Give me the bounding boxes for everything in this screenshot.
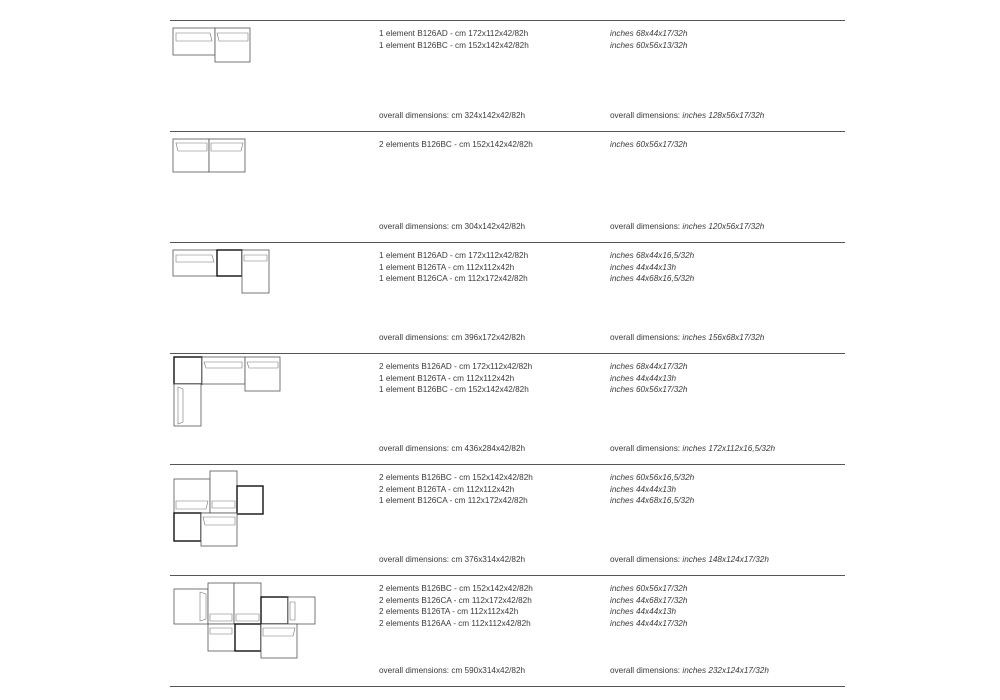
- inches-line: inches 44x44x13h: [610, 607, 677, 616]
- overall-dimensions-cm: overall dimensions: cm 324x142x42/82h: [379, 111, 526, 120]
- element-line: 2 elements B126BC - cm 152x142x42/82h: [379, 584, 533, 593]
- inches-line: inches 44x44x13h: [610, 262, 677, 272]
- inches-list: [610, 250, 694, 285]
- overall-dimensions-cm: overall dimensions: cm 436x284x42/82h: [379, 444, 526, 453]
- overall-label: overall dimensions:: [610, 111, 681, 120]
- inches-line: inches 44x68x16,5/32h: [610, 496, 695, 505]
- overall-inches-value: inches 120x56x17/32h: [682, 222, 765, 231]
- elements-list: [379, 139, 533, 151]
- sofa-composition-diagram: [170, 465, 370, 573]
- overall-dimensions-inches: [610, 444, 775, 453]
- composition-row: [170, 353, 845, 464]
- overall-dimensions-cm: overall dimensions: cm 304x142x42/82h: [379, 222, 526, 231]
- overall-inches-value: inches 128x56x17/32h: [682, 111, 765, 120]
- overall-label: overall dimensions:: [610, 666, 681, 675]
- inches-line: inches 60x56x17/32h: [610, 385, 688, 394]
- element-line: 1 element B126TA - cm 112x112x42h: [379, 373, 515, 383]
- inches-line: inches 44x68x17/32h: [610, 595, 688, 605]
- composition-row: [170, 131, 845, 242]
- overall-dimensions-inches: [610, 555, 769, 564]
- composition-row: [170, 242, 845, 353]
- inches-list: [610, 361, 687, 396]
- sofa-composition-diagram: [170, 243, 370, 351]
- overall-label: overall dimensions:: [610, 444, 681, 453]
- element-line: 2 elements B126BC - cm 152x142x42/82h: [379, 473, 533, 482]
- element-line: 2 element B126TA - cm 112x112x42h: [379, 484, 515, 494]
- overall-label: overall dimensions:: [610, 222, 681, 231]
- inches-line: inches 44x44x13h: [610, 484, 677, 494]
- overall-dimensions-cm: overall dimensions: cm 396x172x42/82h: [379, 333, 526, 342]
- element-line: 1 element B126AD - cm 172x112x42/82h: [379, 29, 529, 38]
- element-line: 1 element B126AD - cm 172x112x42/82h: [379, 251, 529, 260]
- overall-dimensions-inches: [610, 333, 764, 342]
- sofa-composition-diagram: [170, 21, 370, 129]
- overall-dimensions-inches: [610, 222, 764, 231]
- overall-inches-value: inches 172x112x16,5/32h: [682, 444, 776, 453]
- element-line: 2 elements B126CA - cm 112x172x42/82h: [379, 595, 532, 605]
- overall-label: overall dimensions:: [610, 333, 681, 342]
- inches-line: inches 60x56x16,5/32h: [610, 473, 695, 482]
- overall-dimensions-inches: [610, 666, 769, 675]
- overall-label: overall dimensions:: [610, 555, 681, 564]
- inches-line: inches 44x44x13h: [610, 373, 677, 383]
- inches-line: inches 68x44x17/32h: [610, 362, 688, 371]
- composition-row: [170, 464, 845, 575]
- element-line: 2 elements B126AD - cm 172x112x42/82h: [379, 362, 533, 371]
- inches-line: inches 60x56x17/32h: [610, 584, 688, 593]
- elements-list: [379, 250, 528, 285]
- inches-line: inches 68x44x17/32h: [610, 29, 688, 38]
- inches-line: inches 60x56x17/32h: [610, 140, 688, 149]
- sofa-composition-diagram: [170, 354, 370, 462]
- element-line: 1 element B126CA - cm 112x172x42/82h: [379, 274, 528, 283]
- inches-list: [610, 472, 694, 507]
- overall-inches-value: inches 232x124x17/32h: [682, 666, 769, 675]
- overall-dimensions-cm: overall dimensions: cm 376x314x42/82h: [379, 555, 526, 564]
- inches-line: inches 44x44x17/32h: [610, 618, 688, 628]
- element-line: 2 elements B126TA - cm 112x112x42h: [379, 607, 519, 616]
- overall-dimensions-cm: overall dimensions: cm 590x314x42/82h: [379, 666, 526, 675]
- element-line: 2 elements B126AA - cm 112x112x42/82h: [379, 618, 531, 628]
- elements-list: [379, 361, 532, 396]
- element-line: 2 elements B126BC - cm 152x142x42/82h: [379, 140, 533, 149]
- elements-list: [379, 583, 533, 629]
- overall-inches-value: inches 148x124x17/32h: [682, 555, 769, 564]
- sofa-composition-diagram: [170, 576, 370, 684]
- sofa-composition-diagram: [170, 132, 370, 240]
- overall-inches-value: inches 156x68x17/32h: [682, 333, 765, 342]
- element-line: 1 element B126TA - cm 112x112x42h: [379, 262, 515, 272]
- inches-list: [610, 139, 687, 151]
- composition-row: [170, 20, 845, 131]
- element-line: 1 element B126BC - cm 152x142x42/82h: [379, 40, 529, 50]
- element-line: 1 element B126CA - cm 112x172x42/82h: [379, 496, 528, 505]
- inches-line: inches 60x56x13/32h: [610, 40, 688, 50]
- inches-list: [610, 28, 687, 51]
- inches-line: inches 68x44x16,5/32h: [610, 251, 695, 260]
- elements-list: [379, 472, 533, 507]
- inches-list: [610, 583, 687, 629]
- inches-line: inches 44x68x16,5/32h: [610, 274, 695, 283]
- overall-dimensions-inches: [610, 111, 764, 120]
- elements-list: [379, 28, 529, 51]
- composition-row: [170, 575, 845, 687]
- element-line: 1 element B126BC - cm 152x142x42/82h: [379, 385, 529, 394]
